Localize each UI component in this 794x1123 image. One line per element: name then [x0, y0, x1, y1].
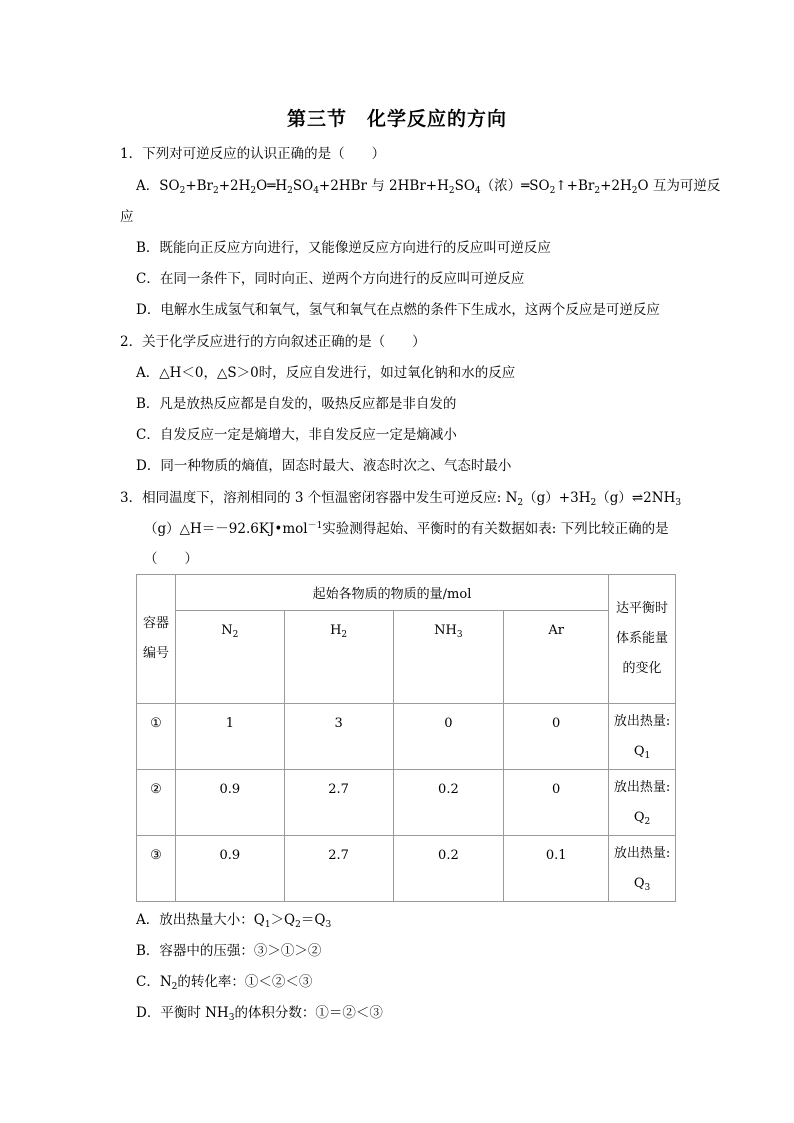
table-row	[137, 770, 676, 836]
cell-nh3: 0	[393, 704, 504, 770]
q3-stem: 3．相同温度下，溶剂相同的 3 个恒温密闭容器中发生可逆反应: $N_2(g)+3H_2(g)\rightleftharpoons 2NH_3$	[120, 490, 682, 508]
q3-option-c: C．$N_2$的转化率：①＜②＜③	[136, 974, 313, 992]
table-row	[137, 704, 676, 770]
cell-n2: 0.9	[175, 770, 284, 836]
q2-option-c: C．自发反应一定是熵增大，非自发反应一定是熵减小	[136, 427, 457, 443]
q1-option-d: D．电解水生成氢气和氧气，氢气和氧气在点燃的条件下生成水，这两个反应是可逆反应	[136, 302, 660, 318]
q1-option-c: C．在同一条件下，同时向正、逆两个方向进行的反应叫可逆反应	[136, 271, 525, 287]
cell-h2: 2.7	[284, 770, 393, 836]
cell-h2: 2.7	[284, 836, 393, 902]
row-id: ①	[137, 704, 176, 770]
page-title: 第三节 化学反应的方向	[286, 108, 507, 130]
cell-n2: 0.9	[175, 836, 284, 902]
cell-heat: 放出热量: $Q_3$	[609, 836, 676, 902]
cell-ar: 0.1	[504, 836, 609, 902]
row-id: ②	[137, 770, 176, 836]
cell-heat: 放出热量: $Q_2$	[609, 770, 676, 836]
q3-option-b: B．容器中的压强：③＞①＞②	[136, 943, 322, 959]
q3-stem-cont: （g）△H＝－92.6KJ•mol$^{-1}$实验测得起始、平衡时的有关数据如表: 下列比较正确的是	[144, 521, 669, 537]
header-n2: $N_2$	[175, 611, 284, 704]
table-row	[137, 836, 676, 902]
cell-ar: 0	[504, 770, 609, 836]
q3-option-a: A．放出热量大小：$Q_1>Q_2=Q_3$	[136, 912, 332, 930]
q3-answer-blank: （ ）	[144, 551, 198, 567]
q2-stem: 2．关于化学反应进行的方向叙述正确的是（ ）	[120, 334, 426, 350]
q2-option-b: B．凡是放热反应都是自发的，吸热反应都是非自发的	[136, 396, 457, 412]
header-energy: 达平衡时 体系能量 的变化	[609, 575, 676, 704]
header-h2: $H_2$	[284, 611, 393, 704]
q3-option-d: D．平衡时 $NH_3$的体积分数：①＝②＜③	[136, 1005, 383, 1023]
header-nh3: $NH_3$	[393, 611, 504, 704]
q2-option-d: D．同一种物质的熵值，固态时最大、液态时次之、气态时最小	[136, 458, 512, 474]
header-group: 起始各物质的物质的量/mol	[175, 575, 608, 611]
cell-h2: 3	[284, 704, 393, 770]
cell-n2: 1	[175, 704, 284, 770]
cell-ar: 0	[504, 704, 609, 770]
cell-nh3: 0.2	[393, 836, 504, 902]
q1-option-a-cont: 应	[120, 209, 134, 225]
q1-stem: 1．下列对可逆反应的认识正确的是（ ）	[120, 146, 386, 162]
header-container: 容器 编号	[137, 575, 176, 704]
q3-data-table	[136, 574, 676, 902]
header-ar: Ar	[504, 611, 609, 704]
cell-nh3: 0.2	[393, 770, 504, 836]
cell-heat: 放出热量: $Q_1$	[609, 704, 676, 770]
row-id: ③	[137, 836, 176, 902]
q1-option-b: B．既能向正反应方向进行，又能像逆反应方向进行的反应叫可逆反应	[136, 240, 551, 256]
q2-option-a: A．△H＜0，△S＞0时，反应自发进行，如过氧化钠和水的反应	[136, 365, 516, 381]
q1-option-a: A．$SO_2+Br_2+2H_2O═H_2SO_4+2HBr$ 与 $2HBr+H_2SO_4$（浓）$═SO_2↑+Br_2+2H_2O$ 互为可逆反	[136, 178, 721, 196]
